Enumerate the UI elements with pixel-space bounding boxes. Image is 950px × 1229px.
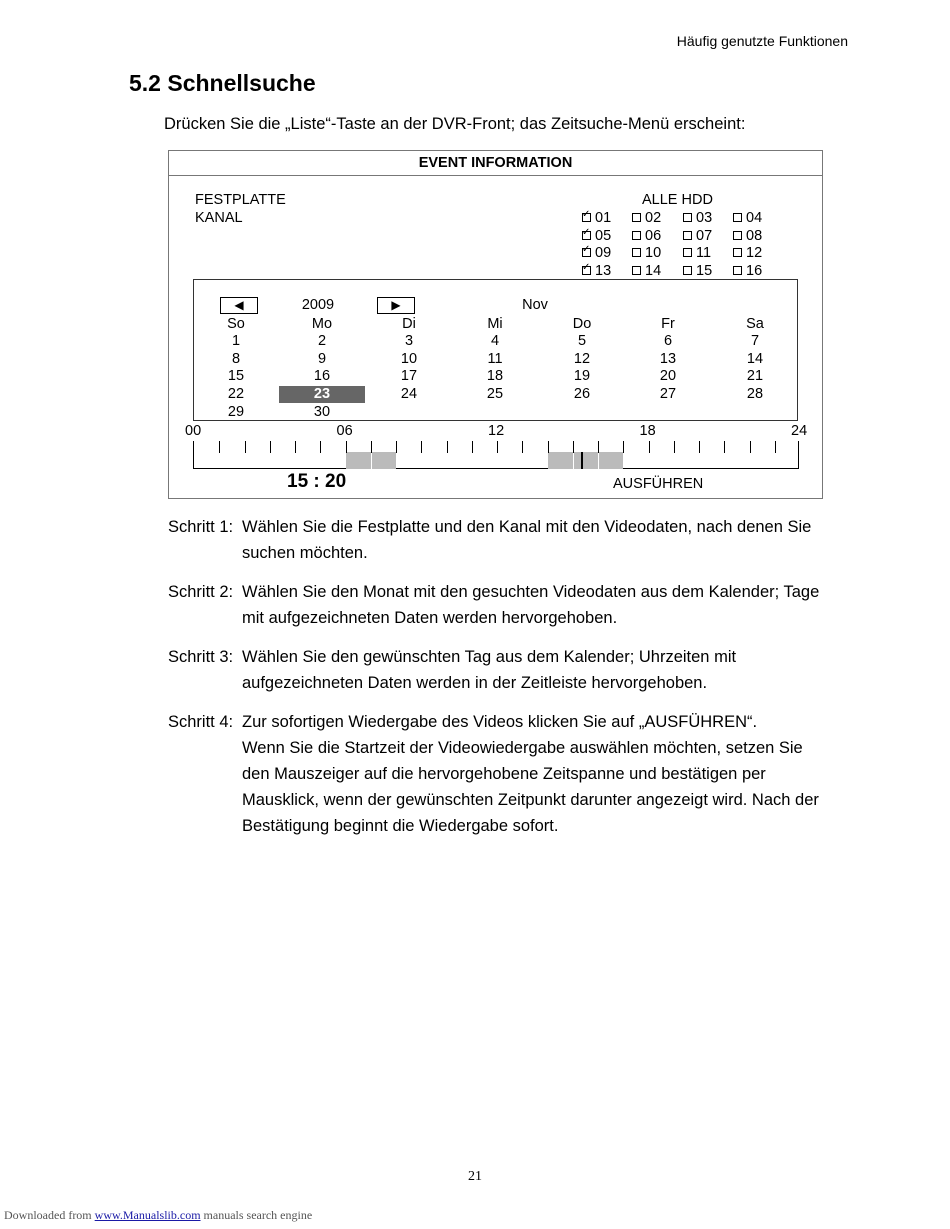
channel-label: KANAL <box>195 210 243 226</box>
checkbox-unchecked-icon <box>632 231 641 240</box>
timeline-tick <box>447 441 448 453</box>
timeline-tick <box>219 441 220 453</box>
prev-year-button[interactable]: ◀ <box>220 297 258 314</box>
timeline-bar[interactable] <box>193 441 799 469</box>
timeline-tick <box>320 441 321 453</box>
channel-number: 07 <box>696 227 713 244</box>
timeline-tick <box>674 441 675 453</box>
calendar-day[interactable]: 16 <box>313 368 331 385</box>
step-text-line: Wenn Sie die Startzeit der Videowiedergabe auswählen möchten, setzen Sie <box>242 739 803 757</box>
checkbox-unchecked-icon <box>733 213 742 222</box>
footer-suffix: manuals search engine <box>203 1208 313 1222</box>
channel-number: 15 <box>696 263 713 280</box>
next-year-button[interactable]: ▶ <box>377 297 415 314</box>
calendar-day[interactable]: 27 <box>659 386 677 403</box>
calendar-day[interactable]: 17 <box>400 368 418 385</box>
step-item <box>168 579 858 631</box>
channel-number: 12 <box>746 245 763 262</box>
step-text-line: Wählen Sie den gewünschten Tag aus dem Kalender; Uhrzeiten mit <box>242 648 737 666</box>
segment-divider <box>573 452 574 469</box>
step-item <box>168 514 858 566</box>
channel-checkbox[interactable] <box>632 245 661 261</box>
segment-divider <box>371 452 372 469</box>
timeline-tick <box>750 441 751 453</box>
calendar-day[interactable]: 15 <box>227 368 245 385</box>
checkbox-unchecked-icon <box>632 213 641 222</box>
intro-text: Drücken Sie die „Liste“-Taste an der DVR-Front; das Zeitsuche-Menü erscheint: <box>164 115 746 133</box>
channel-checkbox[interactable] <box>683 210 712 226</box>
channel-checkbox[interactable] <box>683 263 712 279</box>
timeline-tick <box>548 441 549 453</box>
footer-link[interactable]: www.Manualslib.com <box>94 1208 201 1222</box>
weekday-header: Fr <box>661 316 675 332</box>
channel-checkbox[interactable] <box>733 263 762 279</box>
checkbox-unchecked-icon <box>733 231 742 240</box>
channel-number: 03 <box>696 210 713 226</box>
checkbox-unchecked-icon <box>632 266 641 275</box>
footer-prefix: Downloaded from <box>4 1208 92 1222</box>
checkbox-unchecked-icon <box>683 266 692 275</box>
checkbox-unchecked-icon <box>733 266 742 275</box>
weekday-header: Sa <box>746 316 764 332</box>
channel-number: 14 <box>645 263 662 280</box>
timeline-tick <box>472 441 473 453</box>
timeline-tick <box>346 441 347 453</box>
channel-checkbox[interactable] <box>582 228 611 244</box>
timeline-tick <box>598 441 599 453</box>
calendar-day[interactable]: 11 <box>487 350 503 367</box>
channel-checkbox[interactable] <box>632 263 661 279</box>
channel-number: 09 <box>595 245 612 262</box>
timeline-tick <box>270 441 271 453</box>
channel-number: 02 <box>645 210 662 226</box>
timeline-tick <box>497 441 498 453</box>
channel-number: 16 <box>746 263 763 280</box>
page-number: 21 <box>468 1169 482 1184</box>
step-label: Schritt 2: <box>168 583 234 601</box>
weekday-header: So <box>227 316 245 332</box>
calendar-day[interactable]: 14 <box>746 350 764 367</box>
channel-number: 10 <box>645 245 662 262</box>
step-text-line: Mausklick, wenn der gewünschten Zeitpunkt darunter angezeigt wird. Nach der <box>242 791 819 809</box>
timeline-tick <box>649 441 650 453</box>
calendar-day[interactable]: 2 <box>317 333 327 349</box>
timeline-tick <box>396 441 397 453</box>
checkbox-unchecked-icon <box>683 248 692 257</box>
step-item <box>168 644 858 696</box>
calendar <box>193 279 798 421</box>
timeline-tick <box>573 441 574 453</box>
calendar-day[interactable]: 20 <box>659 368 677 385</box>
channel-number: 05 <box>595 227 612 244</box>
execute-button[interactable]: AUSFÜHREN <box>613 476 704 492</box>
calendar-day[interactable]: 19 <box>573 368 591 385</box>
step-text-line: Bestätigung beginnt die Wiedergabe sofort. <box>242 817 559 835</box>
channel-number: 08 <box>746 227 763 244</box>
step-label: Schritt 4: <box>168 713 234 731</box>
calendar-year: 2009 <box>301 297 335 313</box>
calendar-day[interactable]: 22 <box>227 386 245 403</box>
calendar-day[interactable]: 29 <box>227 403 245 420</box>
calendar-day[interactable]: 21 <box>746 368 764 385</box>
checkbox-unchecked-icon <box>683 213 692 222</box>
hdd-selector[interactable]: ALLE HDD <box>642 192 713 208</box>
checkbox-checked-icon <box>582 213 591 222</box>
calendar-day[interactable]: 25 <box>486 386 504 403</box>
timeline-tick <box>421 441 422 453</box>
step-text-line: Wählen Sie die Festplatte und den Kanal mit den Videodaten, nach denen Sie <box>242 518 812 536</box>
recorded-time-segment[interactable] <box>548 452 624 469</box>
checkbox-checked-icon <box>582 231 591 240</box>
time-display: 15 : 20 <box>287 471 347 492</box>
timeline-cursor <box>581 452 583 469</box>
calendar-day[interactable]: 9 <box>317 350 327 367</box>
calendar-day[interactable]: 24 <box>400 386 418 403</box>
channel-checkbox[interactable] <box>733 245 762 261</box>
segment-divider <box>598 452 599 469</box>
checkbox-unchecked-icon <box>632 248 641 257</box>
event-information-panel <box>168 150 823 499</box>
checkbox-checked-icon <box>582 266 591 275</box>
timeline-hour-label: 12 <box>488 423 505 439</box>
step-text-line: aufgezeichneten Daten werden in der Zeitleiste hervorgehoben. <box>242 674 708 692</box>
calendar-day[interactable]: 5 <box>577 333 587 349</box>
calendar-day[interactable]: 3 <box>404 333 414 349</box>
timeline-tick <box>699 441 700 453</box>
timeline-hour-label: 00 <box>185 423 202 439</box>
timeline-tick <box>245 441 246 453</box>
step-label: Schritt 3: <box>168 648 234 666</box>
channel-checkbox[interactable] <box>683 228 712 244</box>
channel-number: 01 <box>595 210 612 226</box>
weekday-header: Mo <box>311 316 333 332</box>
weekday-header: Di <box>402 316 416 332</box>
channel-number: 06 <box>645 227 662 244</box>
checkbox-unchecked-icon <box>733 248 742 257</box>
calendar-day[interactable]: 30 <box>313 403 331 420</box>
timeline-hour-label: 06 <box>336 423 353 439</box>
calendar-day[interactable]: 13 <box>659 350 677 367</box>
channel-number: 04 <box>746 210 763 226</box>
step-text-line: suchen möchten. <box>242 544 368 562</box>
steps-list <box>168 514 858 852</box>
channel-checkbox[interactable] <box>733 228 762 244</box>
channel-checkbox[interactable] <box>632 228 661 244</box>
timeline-tick <box>295 441 296 453</box>
running-header: Häufig genutzte Funktionen <box>676 33 848 49</box>
calendar-day-selected[interactable]: 23 <box>279 386 365 403</box>
checkbox-unchecked-icon <box>683 231 692 240</box>
calendar-day[interactable]: 7 <box>750 333 760 349</box>
timeline-hour-label: 24 <box>791 423 808 439</box>
timeline-tick <box>623 441 624 453</box>
channel-checkbox[interactable] <box>582 210 611 226</box>
timeline-tick <box>371 441 372 453</box>
step-text-line: Zur sofortigen Wiedergabe des Videos klicken Sie auf „AUSFÜHREN“. <box>242 713 758 731</box>
calendar-day[interactable]: 8 <box>231 350 241 367</box>
calendar-day[interactable]: 28 <box>746 386 764 403</box>
step-text-line: den Mauszeiger auf die hervorgehobene Zeitspanne und bestätigen per <box>242 765 766 783</box>
calendar-day[interactable]: 12 <box>573 350 591 367</box>
step-item <box>168 709 858 839</box>
calendar-day[interactable]: 18 <box>486 368 504 385</box>
calendar-month[interactable]: Nov <box>522 297 548 313</box>
timeline-tick <box>724 441 725 453</box>
weekday-header: Do <box>572 316 592 332</box>
weekday-header: Mi <box>487 316 503 332</box>
calendar-day[interactable]: 1 <box>231 333 241 349</box>
step-text-line: mit aufgezeichneten Daten werden hervorgehoben. <box>242 609 618 627</box>
timeline-hour-label: 18 <box>639 423 656 439</box>
channel-checkbox[interactable] <box>733 210 762 226</box>
panel-title: EVENT INFORMATION <box>169 151 822 176</box>
section-title: 5.2 Schnellsuche <box>129 70 316 96</box>
calendar-day[interactable]: 6 <box>663 333 673 349</box>
channel-number: 13 <box>595 263 612 280</box>
timeline-tick <box>775 441 776 453</box>
calendar-day[interactable]: 10 <box>400 350 418 367</box>
calendar-day[interactable]: 4 <box>490 333 500 349</box>
calendar-day[interactable]: 26 <box>573 386 591 403</box>
timeline-tick <box>522 441 523 453</box>
channel-checkbox[interactable] <box>582 263 611 279</box>
channel-number: 11 <box>696 245 712 262</box>
channel-checkbox[interactable] <box>683 245 711 261</box>
hdd-label: FESTPLATTE <box>195 192 286 208</box>
step-text-line: Wählen Sie den Monat mit den gesuchten Videodaten aus dem Kalender; Tage <box>242 583 820 601</box>
channel-checkbox[interactable] <box>582 245 611 261</box>
checkbox-checked-icon <box>582 248 591 257</box>
channel-checkbox[interactable] <box>632 210 661 226</box>
step-label: Schritt 1: <box>168 518 234 536</box>
footer <box>4 1208 312 1223</box>
